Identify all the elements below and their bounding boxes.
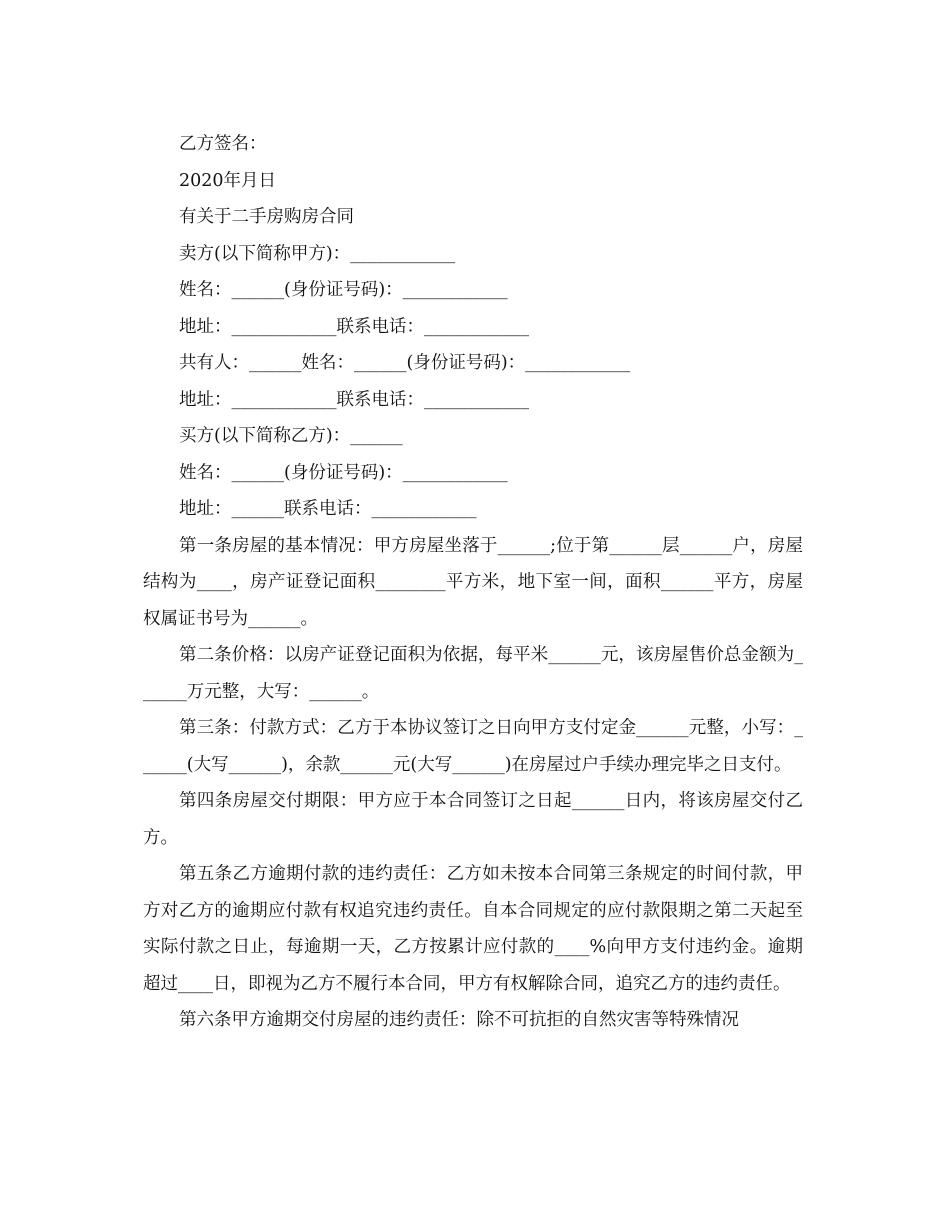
co-owner-address-line: 地址：____________联系电话：____________ bbox=[179, 389, 529, 410]
article-4: 第四条房屋交付期限：甲方应于本合同签订之日起______日内，将该房屋交付乙方。 bbox=[143, 791, 803, 848]
seller-address-line: 地址：____________联系电话：____________ bbox=[179, 316, 529, 337]
article-2: 第二条价格：以房产证登记面积为依据，每平米______元，该房屋售价总金额为______万元整，大写：______。 bbox=[143, 645, 803, 702]
buyer-signature-line: 乙方签名： bbox=[179, 134, 267, 154]
buyer-address-line: 地址：______联系电话：____________ bbox=[179, 499, 477, 519]
article-1: 第一条房屋的基本情况：甲方房屋坐落于______;位于第______层______户，房屋结构为____，房产证登记面积________平方米，地下室一间，面积______平方，房屋权属证书号为______。 bbox=[143, 535, 803, 629]
seller-line: 卖方(以下简称甲方)：____________ bbox=[179, 243, 456, 264]
date-line: 2020年月日 bbox=[179, 170, 277, 191]
buyer-line: 买方(以下简称乙方)：______ bbox=[179, 426, 403, 446]
document-body bbox=[143, 126, 803, 1039]
co-owner-line: 共有人：______姓名：______(身份证号码)：____________ bbox=[179, 353, 631, 373]
buyer-name-line: 姓名：______(身份证号码)：____________ bbox=[179, 462, 508, 483]
contract-title: 有关于二手房购房合同 bbox=[179, 207, 354, 227]
article-6: 第六条甲方逾期交付房屋的违约责任：除不可抗拒的自然灾害等特殊情况 bbox=[179, 1010, 739, 1030]
article-5: 第五条乙方逾期付款的违约责任：乙方如未按本合同第三条规定的时间付款，甲方对乙方的逾期应付款有权追究违约责任。自本合同规定的应付款限期之第二天起至实际付款之日止，每逾期一天，乙方按累计应付款的____%向甲方支付违约金。逾期超过____日，即视为乙方不履行本合同，甲方有权解除合同，追究乙方的违约责任。 bbox=[143, 864, 803, 994]
article-3: 第三条：付款方式：乙方于本协议签订之日向甲方支付定金______元整，小写：______(大写______)，余款______元(大写______)在房屋过户手续办理完毕之日支付。 bbox=[143, 718, 803, 775]
seller-name-line: 姓名：______(身份证号码)：____________ bbox=[179, 280, 508, 300]
